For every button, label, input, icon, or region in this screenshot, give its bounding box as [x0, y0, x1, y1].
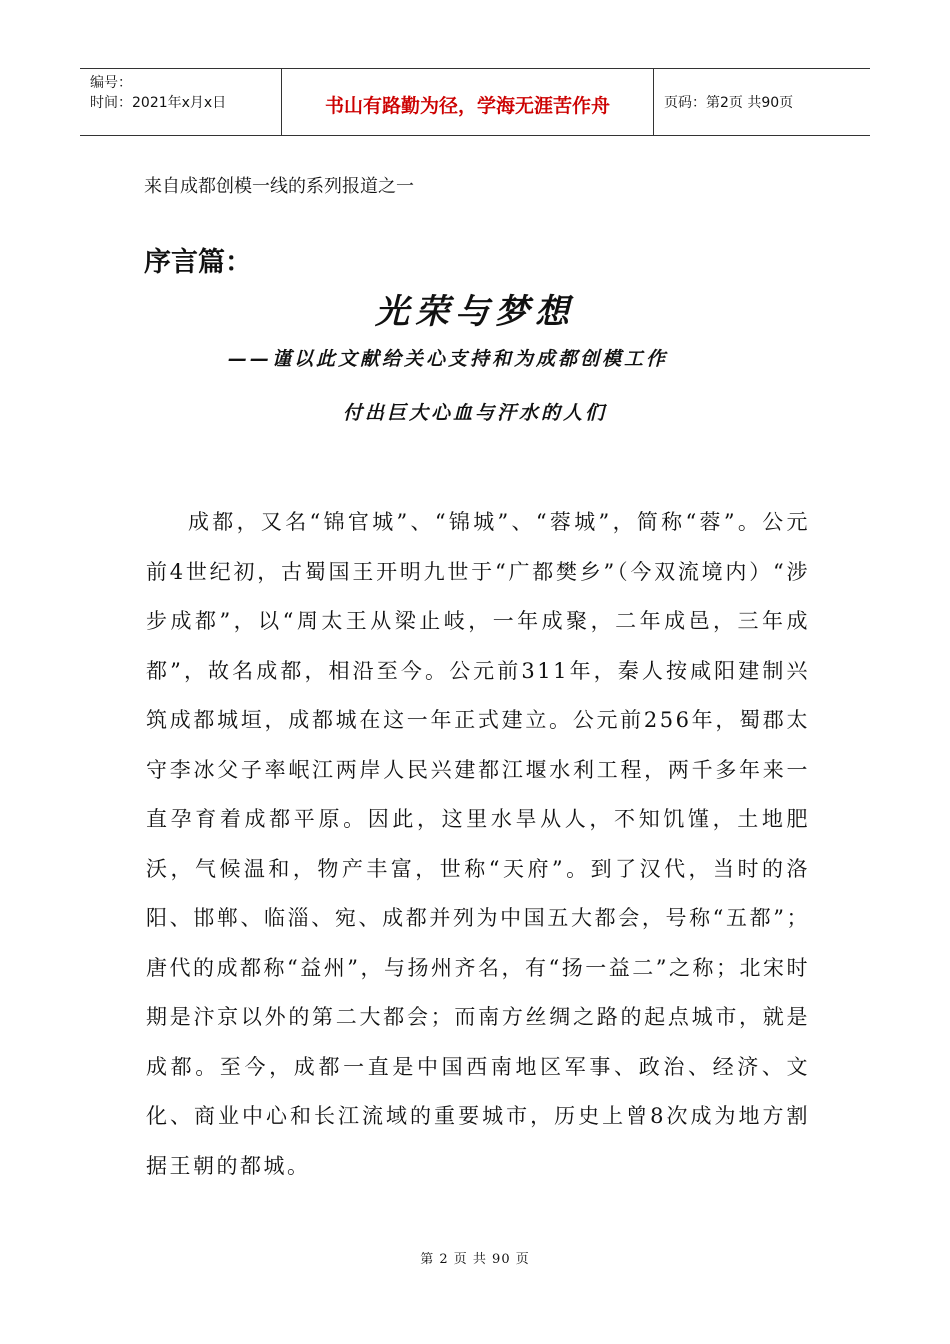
dedication-line-2: 付出巨大心血与汗水的人们 [342, 402, 607, 424]
header-number-label: 编号： [90, 75, 132, 91]
page-footer: 第 2 页 共 90 页 [420, 1252, 530, 1267]
series-line: 来自成都创模一线的系列报道之一 [144, 176, 414, 197]
article-title: 光荣与梦想 [375, 292, 575, 332]
header-meta-cell [80, 69, 282, 135]
preface-heading: 序言篇： [144, 247, 252, 278]
body-paragraph: 成都，又名“锦官城”、“锦城”、“蓉城”，简称“蓉”。公元前4世纪初，古蜀国王开明九世于“广都樊乡”（今双流境内）“涉步成都”，以“周太王从梁止岐，一年成聚，二年成邑，三年成都”，故名成都，相沿至今。公元前311年，秦人按咸阳建制兴筑成都城垣，成都城在这一年正式建立。公元前256年，蜀郡太守李冰父子率岷江两岸人民兴建都江堰水利工程，两千多年来一直孕育着成都平原。因此，这里水旱从人，不知饥馑，土地肥沃，气候温和，物产丰富，世称“天府”。到了汉代，当时的洛阳、邯郸、临淄、宛、成都并列为中国五大都会，号称“五都”；唐代的成都称“益州”，与扬州齐名，有“扬一益二”之称；北宋时期是汴京以外的第二大都会；而南方丝绸之路的起点城市，就是成都。至今，成都一直是中国西南地区军事、政治、经济、文化、商业中心和长江流域的重要城市，历史上曾8次成为地方割据王朝的都城。 [146, 510, 810, 1178]
header-motto: 书山有路勤为径，学海无涯苦作舟 [282, 69, 654, 135]
page-header-table [80, 68, 870, 136]
header-page-info: 页码：第2页 共90页 [664, 95, 794, 111]
dedication-line-1: ——谨以此文献给关心支持和为成都创模工作 [228, 348, 669, 370]
header-time-label: 时间：2021年x月x日 [90, 95, 227, 111]
